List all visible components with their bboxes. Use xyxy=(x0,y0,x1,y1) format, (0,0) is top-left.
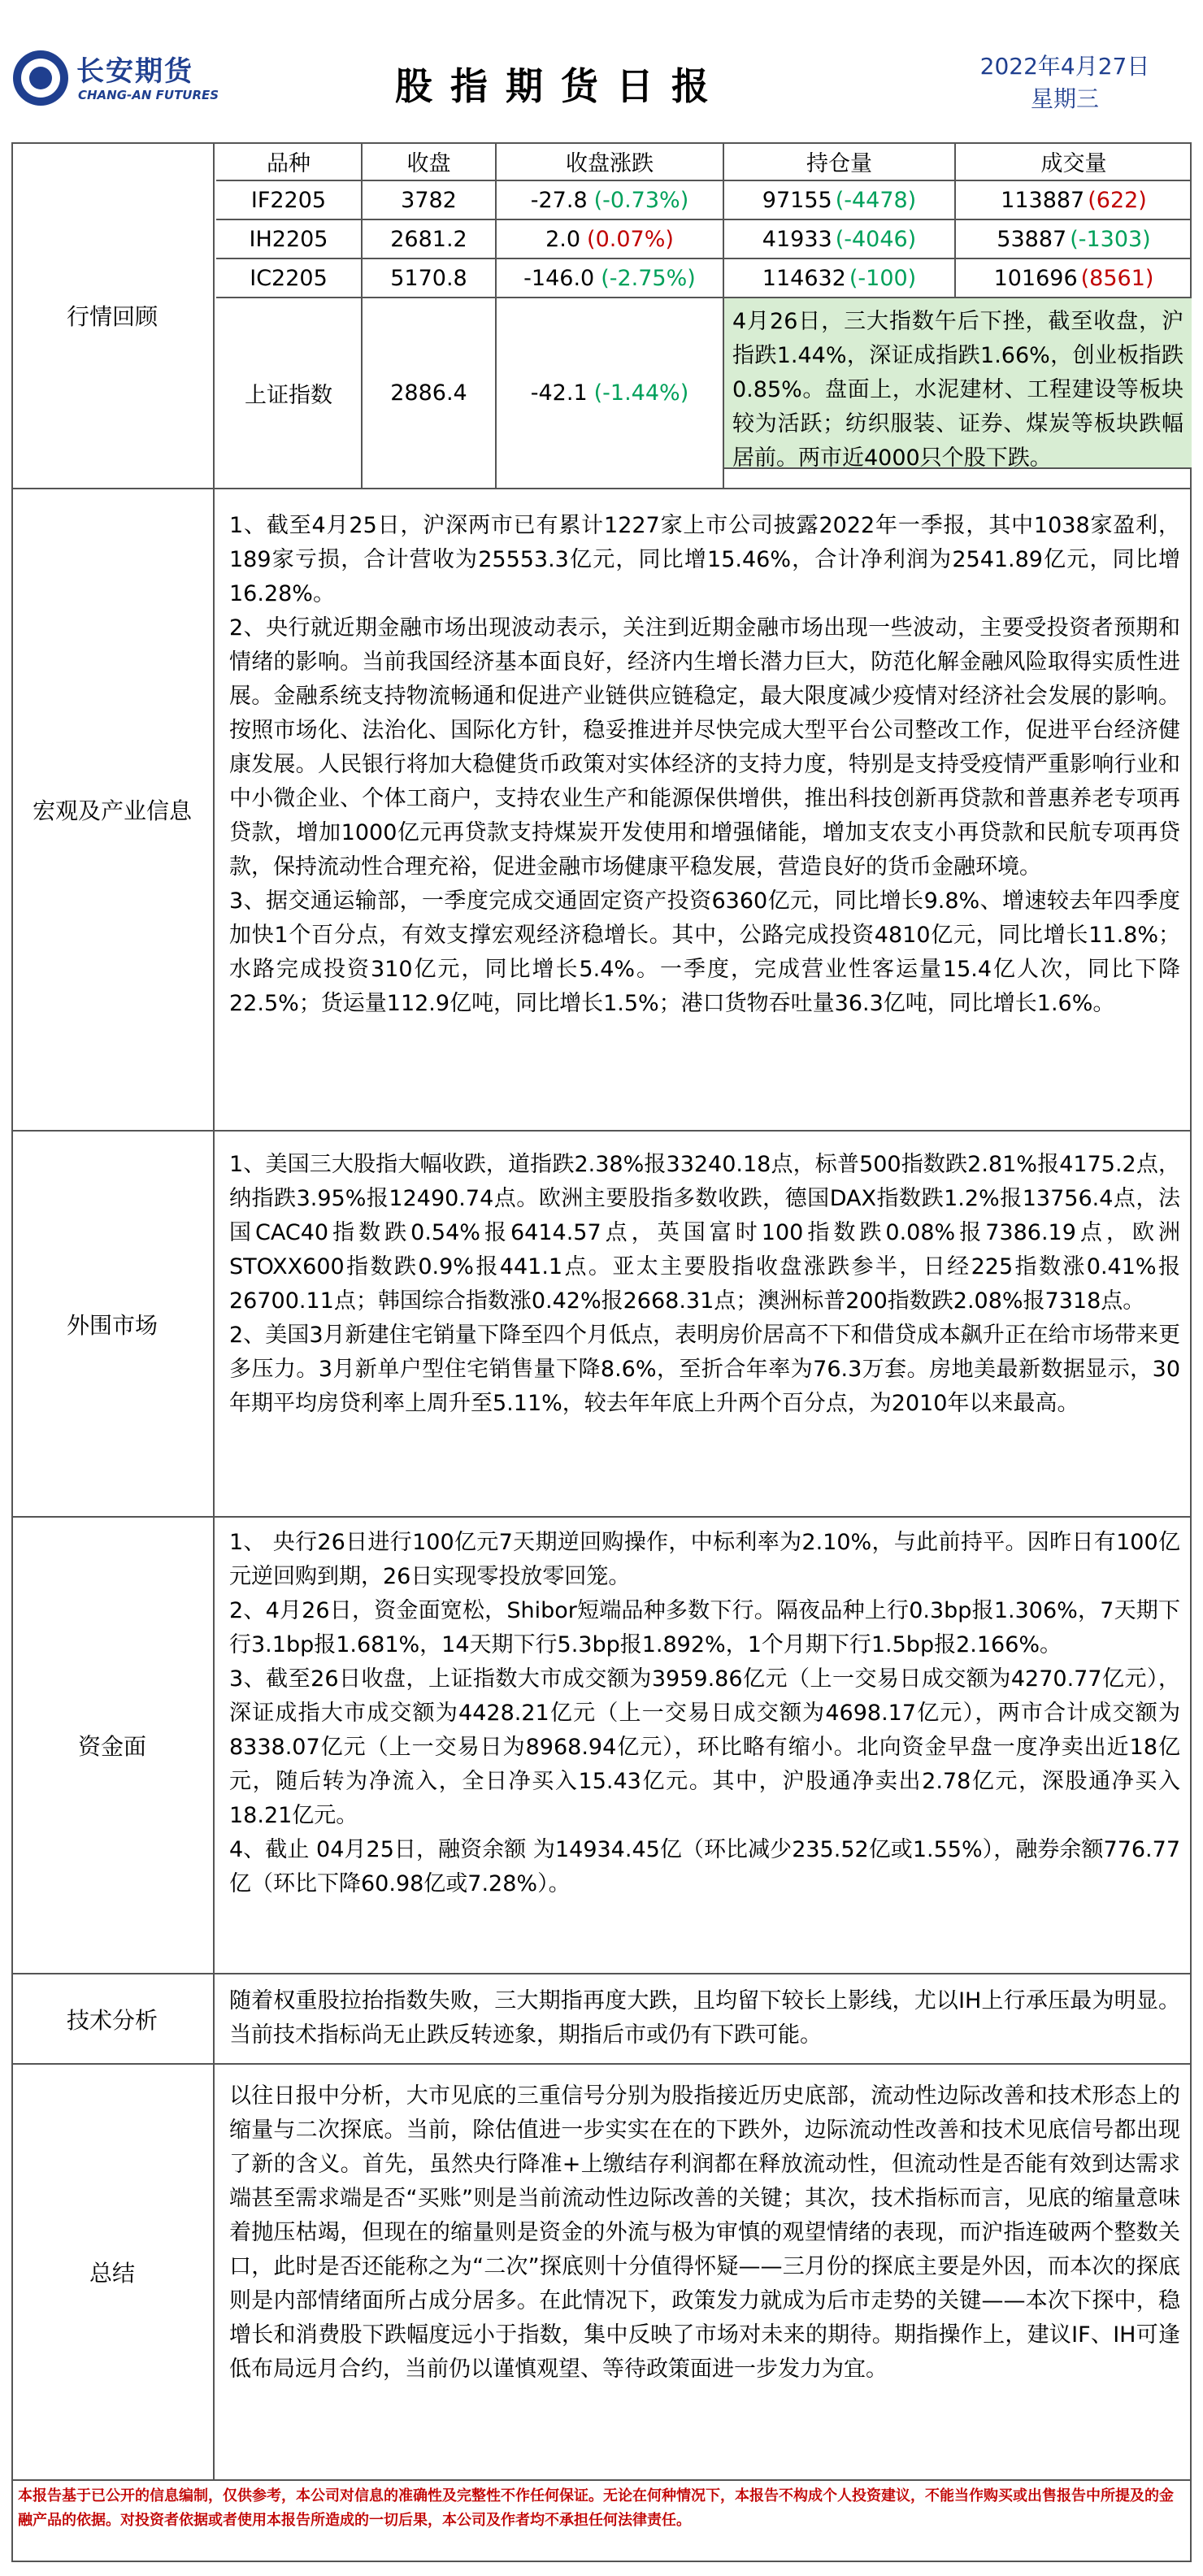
section-funding xyxy=(11,1518,1192,1974)
section-market-review xyxy=(11,142,1192,489)
row-volume xyxy=(956,220,1192,259)
paragraph: 3、据交通运输部，一季度完成交通固定资产投资6360亿元，同比增长9.8%、增速较去年四季度加快1个百分点，有效支撑宏观经济稳增长。其中，公路完成投资4810亿元，同比增长11.8%；水路完成投资310亿元，同比增长5.4%。一季度，完成营业性客运量15.4亿人次，同比下降22.5%；货运量112.9亿吨，同比增长1.5%；港口货物吞吐量36.3亿吨，同比增长1.6%。 xyxy=(229,888,1180,1016)
row-volume xyxy=(956,181,1192,220)
oi-value: 97155 xyxy=(762,187,832,213)
paragraph: 2、央行就近期金融市场出现波动表示，关注到近期金融市场出现一些波动，主要受投资者预期和情绪的影响。当前我国经济基本面良好，经济内生增长潜力巨大，防范化解金融风险取得实质性进展。金融系统支持物流畅通和促进产业链供应链稳定，最大限度减少疫情对经济社会发展的影响。按照市场化、法治化、国际化方针，稳妥推进并尽快完成大型平台公司整改工作，促进平台经济健康发展。人民银行将加大稳健货币政策对实体经济的支持力度，特别是支持受疫情严重影响行业和中小微企业、个体工商户，支持农业生产和能源保供增供，推出科技创新再贷款和普惠养老专项再贷款，增加1000亿元再贷款支持煤炭开发使用和增强储能，增加支农支小再贷款和民航专项再贷款，保持流动性合理充裕，促进金融市场健康平稳发展，营造良好的货币金融环境。 xyxy=(229,615,1180,880)
row-change xyxy=(497,181,724,220)
oi-change: (-100) xyxy=(849,265,917,291)
paragraph: 1、 央行26日进行100亿元7天期逆回购操作，中标利率为2.10%，与此前持平。因昨日有100亿元逆回购到期，26日实现零投放零回笼。 xyxy=(229,1530,1180,1589)
chg-value: -42.1 xyxy=(530,380,588,406)
row-oi xyxy=(724,259,956,298)
chg-value: 2.0 xyxy=(545,226,581,252)
section-body xyxy=(216,1132,1192,1516)
section-body xyxy=(216,1974,1192,2063)
report-date xyxy=(959,50,1170,115)
row-name: IF2205 xyxy=(216,181,363,220)
row-close: 3782 xyxy=(363,181,497,220)
index-close: 2886.4 xyxy=(363,298,497,488)
vol-change: (-1303) xyxy=(1070,226,1151,252)
oi-change: (-4478) xyxy=(835,187,917,213)
section-overseas xyxy=(11,1132,1192,1518)
vol-change: (622) xyxy=(1088,187,1147,213)
section-macro xyxy=(11,489,1192,1132)
market-table xyxy=(216,142,1192,488)
chg-pct: (-2.75%) xyxy=(601,265,696,291)
report-title: 股指期货日报 xyxy=(395,64,727,108)
logo-en-text: CHANG-AN FUTURES xyxy=(78,88,219,102)
market-summary: 4月26日，三大指数午后下挫，截至收盘，沪指跌1.44%，深证成指跌1.66%，创业板指跌0.85%。盘面上，水泥建材、工程建设等板块较为活跃；纺织服装、证券、煤炭等板块跌幅居前。两市近4000只个股下跌。 xyxy=(724,298,1192,469)
weekday-text: 星期三 xyxy=(1030,85,1099,112)
vol-value: 101696 xyxy=(993,265,1078,291)
section-conclusion xyxy=(11,2065,1192,2481)
row-name: IC2205 xyxy=(216,259,363,298)
oi-change: (-4046) xyxy=(835,226,917,252)
row-volume xyxy=(956,259,1192,298)
row-change xyxy=(497,220,724,259)
paragraph: 以往日报中分析，大市见底的三重信号分别为股指接近历史底部，流动性边际改善和技术形态上的缩量与二次探底。当前，除估值进一步实实在在的下跌外，边际流动性改善和技术见底信号都出现了新的含义。首先，虽然央行降准+上缴结存利润都在释放流动性，但流动性是否能有效到达需求端甚至需求端是否“买账”则是当前流动性边际改善的关键；其次，技术指标而言，见底的缩量意味着抛压枯竭，但现在的缩量则是资金的外流与极为审慎的观望情绪的表现，而沪指连破两个整数关口，此时是否还能称之为“二次”探底则十分值得怀疑——三月份的探底主要是外因，而本次的探底则是内部情绪面所占成分居多。在此情况下，政策发力就成为后市走势的关键——本次下探中，稳增长和消费股下跌幅度远小于指数，集中反映了市场对未来的期待。期指操作上，建议IF、IH可逢低布局远月合约，当前仍以谨慎观望、等待政策面进一步发力为宜。 xyxy=(229,2083,1180,2382)
row-close: 2681.2 xyxy=(363,220,497,259)
paragraph: 1、截至4月25日，沪深两市已有累计1227家上市公司披露2022年一季报，其中1038家盈利，189家亏损，合计营收为25553.3亿元，同比增15.46%，合计净利润为2541.89亿元，同比增16.28%。 xyxy=(229,513,1180,606)
section-label: 行情回顾 xyxy=(11,142,215,488)
row-name: IH2205 xyxy=(216,220,363,259)
vol-value: 53887 xyxy=(997,226,1067,252)
chg-value: -27.8 xyxy=(530,187,588,213)
section-label: 技术分析 xyxy=(11,1974,215,2063)
section-body xyxy=(216,1518,1192,1973)
logo-emblem-icon xyxy=(13,50,68,106)
paragraph: 1、美国三大股指大幅收跌，道指跌2.38%报33240.18点，标普500指数跌2.81%报4175.2点，纳指跌3.95%报12490.74点。欧洲主要股指多数收跌，德国DAX指数跌1.2%报13756.4点，法国CAC40指数跌0.54%报6414.57点，英国富时100指数跌0.08%报7386.19点，欧洲STOXX600指数跌0.9%报441.1点。亚太主要股指收盘涨跌参半，日经225指数涨0.41%报26700.11点；韩国综合指数涨0.42%报2668.31点；澳洲标普200指数跌2.08%报7318点。 xyxy=(229,1152,1180,1314)
col-header: 收盘 xyxy=(363,142,497,181)
row-close: 5170.8 xyxy=(363,259,497,298)
chg-pct: (-1.44%) xyxy=(593,380,689,406)
vol-value: 113887 xyxy=(1001,187,1085,213)
section-label: 总结 xyxy=(11,2065,215,2479)
section-body xyxy=(216,489,1192,1130)
date-text: 2022年4月27日 xyxy=(979,53,1150,80)
row-oi xyxy=(724,181,956,220)
section-technical xyxy=(11,1974,1192,2065)
vol-change: (8561) xyxy=(1080,265,1154,291)
section-label: 资金面 xyxy=(11,1518,215,1973)
report-header xyxy=(0,0,1203,142)
col-header: 成交量 xyxy=(956,142,1192,181)
section-body xyxy=(216,2065,1192,2479)
index-name: 上证指数 xyxy=(216,298,363,488)
index-change xyxy=(497,298,724,488)
col-header: 收盘涨跌 xyxy=(497,142,724,181)
disclaimer: 本报告基于已公开的信息编制，仅供参考，本公司对信息的准确性及完整性不作任何保证。无论在何种情况下，本报告不构成个人投资建议，不能当作购买或出售报告中所提及的金融产品的依据。对投资者依据或者使用本报告所造成的一切后果，本公司及作者均不承担任何法律责任。 xyxy=(18,2487,1174,2529)
paragraph: 3、截至26日收盘，上证指数大市成交额为3959.86亿元（上一交易日成交额为4270.77亿元），深证成指大市成交额为4428.21亿元（上一交易日成交额为4698.17亿元），两市合计成交额为8338.07亿元（上一交易日为8968.94亿元），环比略有缩小。北向资金早盘一度净卖出近18亿元，随后转为净流入，全日净买入15.43亿元。其中，沪股通净卖出2.78亿元，深股通净买入18.21亿元。 xyxy=(229,1666,1180,1828)
section-label: 宏观及产业信息 xyxy=(11,489,215,1130)
oi-value: 114632 xyxy=(762,265,846,291)
row-oi xyxy=(724,220,956,259)
paragraph: 2、美国3月新建住宅销量下降至四个月低点，表明房价居高不下和借贷成本飙升正在给市场带来更多压力。3月新单户型住宅销售量下降8.6%，至折合年率为76.3万套。房地美最新数据显示，30年期平均房贷利率上周升至5.11%，较去年年底上升两个百分点，为2010年以来最高。 xyxy=(229,1323,1180,1416)
section-label: 外围市场 xyxy=(11,1132,215,1516)
col-header: 品种 xyxy=(216,142,363,181)
chg-pct: (-0.73%) xyxy=(593,187,689,213)
company-logo xyxy=(13,46,219,119)
logo-cn-text: 长安期货 xyxy=(76,55,193,88)
chg-value: -146.0 xyxy=(523,265,595,291)
paragraph: 随着权重股拉抬指数失败，三大期指再度大跌，且均留下较长上影线，尤以IH上行承压最为明显。当前技术指标尚无止跌反转迹象，期指后市或仍有下跌可能。 xyxy=(229,1988,1180,2048)
chg-pct: (0.07%) xyxy=(587,226,674,252)
oi-value: 41933 xyxy=(762,226,832,252)
col-header: 持仓量 xyxy=(724,142,956,181)
row-change xyxy=(497,259,724,298)
paragraph: 4、截止 04月25日，融资余额 为14934.45亿（环比减少235.52亿或1.55%），融券余额776.77亿（环比下降60.98亿或7.28%）。 xyxy=(229,1837,1180,1896)
paragraph: 2、4月26日，资金面宽松，Shibor短端品种多数下行。隔夜品种上行0.3bp报1.306%，7天期下行3.1bp报1.681%，14天期下行5.3bp报1.892%，1个月期下行1.5bp报2.166%。 xyxy=(229,1598,1180,1657)
